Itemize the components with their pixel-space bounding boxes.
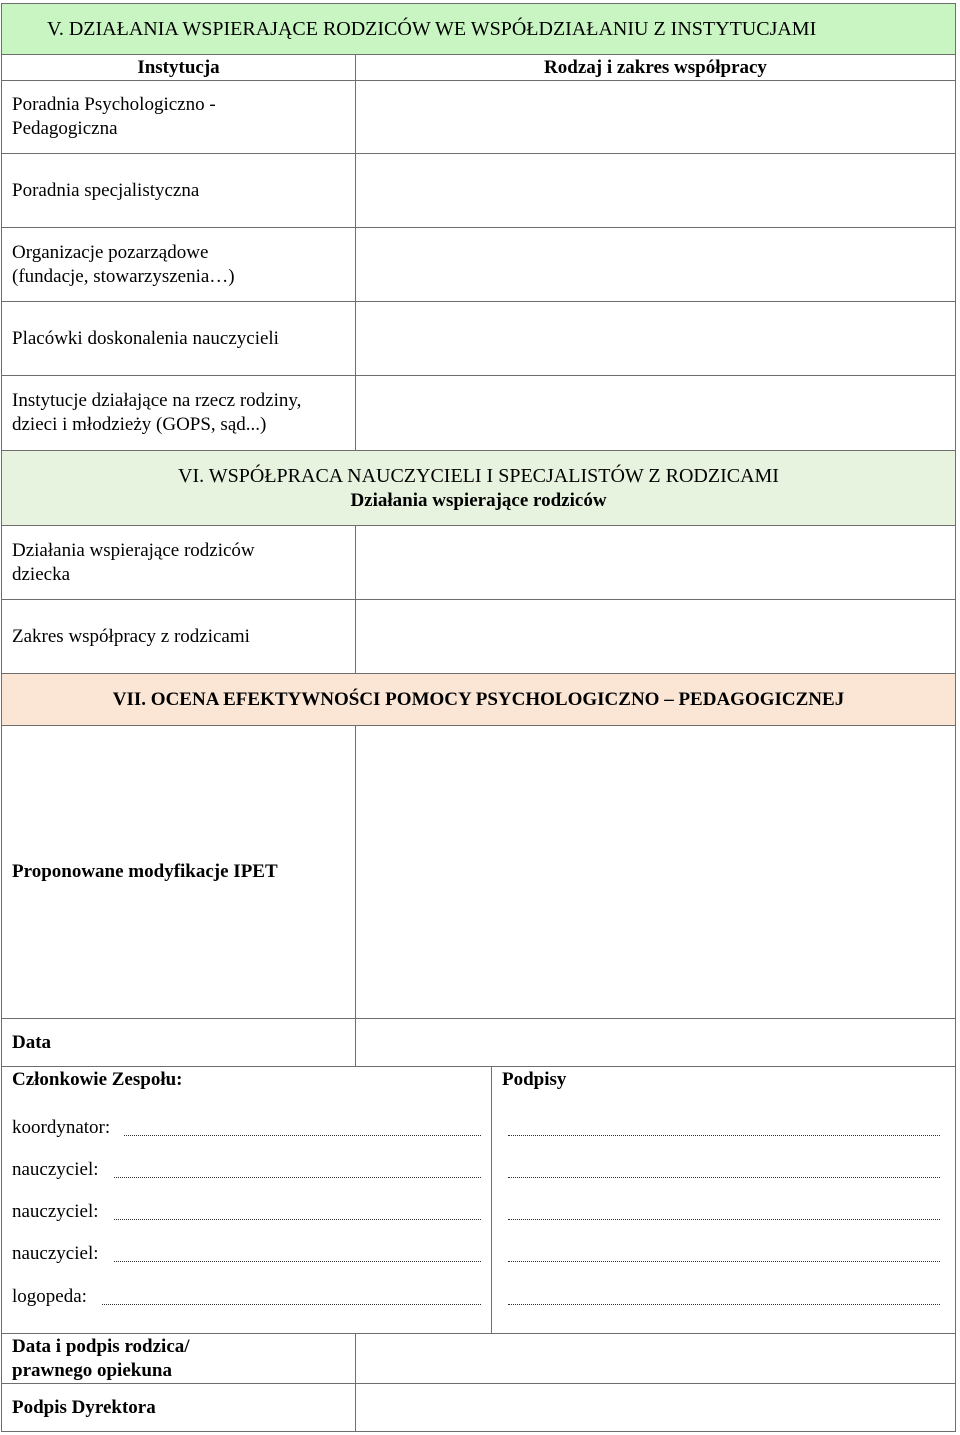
cooperation-cell[interactable] bbox=[355, 301, 956, 376]
member-role: logopeda: bbox=[12, 1286, 87, 1307]
team-label: Członkowie Zespołu: bbox=[12, 1069, 183, 1090]
date-label-cell bbox=[1, 1018, 356, 1067]
member-name-line[interactable] bbox=[114, 1177, 481, 1178]
member-role: nauczyciel: bbox=[12, 1243, 99, 1264]
signatures-cell bbox=[491, 1066, 956, 1334]
institution-label: (fundacje, stowarzyszenia…) bbox=[12, 266, 235, 287]
institution-label: Instytucje działające na rzecz rodziny, bbox=[12, 390, 302, 411]
support-label: dziecka bbox=[12, 564, 71, 585]
cooperation-cell[interactable] bbox=[355, 375, 956, 451]
director-sign-label: Podpis Dyrektora bbox=[12, 1397, 156, 1418]
member-name-line[interactable] bbox=[102, 1304, 481, 1305]
section6-title: VI. WSPÓŁPRACA NAUCZYCIELI I SPECJALISTÓW Z RODZICAMI bbox=[178, 465, 779, 487]
member-role: nauczyciel: bbox=[12, 1159, 99, 1180]
signature-line[interactable] bbox=[508, 1219, 940, 1220]
support-label: Działania wspierające rodziców bbox=[12, 540, 255, 561]
member-name-line[interactable] bbox=[114, 1261, 481, 1262]
institution-label: Organizacje pozarządowe bbox=[12, 242, 209, 263]
date-label: Data bbox=[12, 1032, 52, 1053]
support-label: Zakres współpracy z rodzicami bbox=[12, 626, 250, 647]
institution-label: Placówki doskonalenia nauczycieli bbox=[12, 328, 279, 349]
institution-label: Poradnia Psychologiczno - bbox=[12, 94, 216, 115]
signature-line[interactable] bbox=[508, 1135, 940, 1136]
support-value-cell[interactable] bbox=[355, 525, 956, 600]
signatures-label: Podpisy bbox=[502, 1069, 567, 1090]
modifications-label: Proponowane modyfikacje IPET bbox=[12, 861, 278, 882]
director-sign-value-cell[interactable] bbox=[355, 1383, 956, 1432]
section7-title: VII. OCENA EFEKTYWNOŚCI POMOCY PSYCHOLOGICZNO – PEDAGOGICZNEJ bbox=[112, 689, 845, 710]
institution-label: Pedagogiczna bbox=[12, 118, 118, 139]
col-cooperation-label: Rodzaj i zakres współpracy bbox=[544, 57, 767, 78]
support-value-cell[interactable] bbox=[355, 599, 956, 674]
parent-sign-label: Data i podpis rodzica/ bbox=[12, 1336, 190, 1357]
date-value-cell[interactable] bbox=[355, 1018, 956, 1067]
cooperation-cell[interactable] bbox=[355, 153, 956, 228]
section6-subtitle: Działania wspierające rodziców bbox=[350, 490, 607, 511]
institution-label: dzieci i młodzieży (GOPS, sąd...) bbox=[12, 414, 267, 435]
member-name-line[interactable] bbox=[124, 1135, 481, 1136]
section5-title: V. DZIAŁANIA WSPIERAJĄCE RODZICÓW WE WSPÓŁDZIAŁANIU Z INSTYTUCJAMI bbox=[47, 18, 817, 40]
signature-line[interactable] bbox=[508, 1177, 940, 1178]
cooperation-cell[interactable] bbox=[355, 80, 956, 154]
section6-header bbox=[1, 450, 956, 526]
parent-sign-value-cell[interactable] bbox=[355, 1333, 956, 1384]
member-role: koordynator: bbox=[12, 1117, 111, 1138]
institution-label: Poradnia specjalistyczna bbox=[12, 180, 200, 201]
col-institution-label: Instytucja bbox=[137, 57, 220, 78]
parent-sign-label: prawnego opiekuna bbox=[12, 1360, 172, 1381]
member-role: nauczyciel: bbox=[12, 1201, 99, 1222]
modifications-value-cell[interactable] bbox=[355, 725, 956, 1019]
signature-line[interactable] bbox=[508, 1261, 940, 1262]
member-name-line[interactable] bbox=[114, 1219, 481, 1220]
signature-line[interactable] bbox=[508, 1304, 940, 1305]
cooperation-cell[interactable] bbox=[355, 227, 956, 302]
